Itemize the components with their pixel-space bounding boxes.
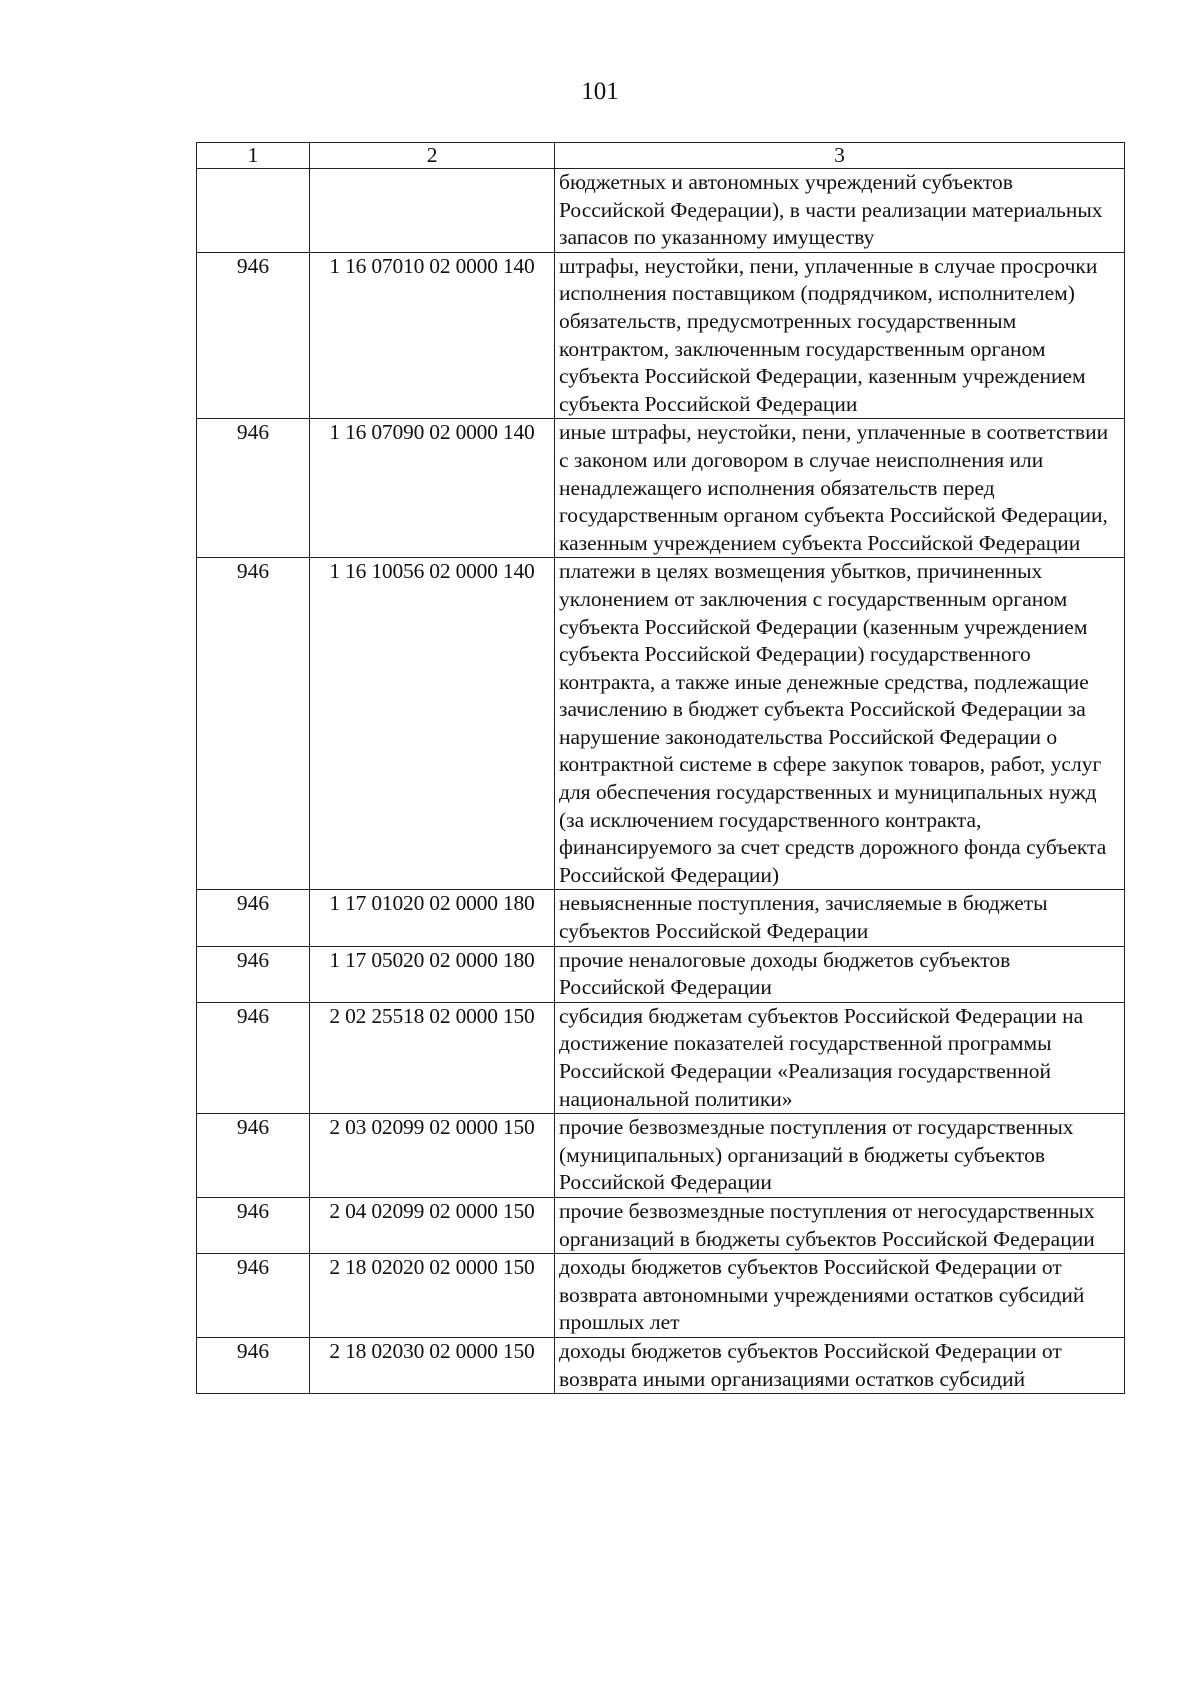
description-cell: доходы бюджетов субъектов Российской Федерации от возврата автономными учреждениями остатков субсидий прошлых лет (555, 1254, 1125, 1338)
admin-code-cell: 946 (197, 1254, 310, 1338)
header-col-3: 3 (555, 143, 1125, 169)
budget-code-cell: 1 16 10056 02 0000 140 (310, 558, 555, 890)
description-cell: платежи в целях возмещения убытков, причиненных уклонением от заключения с государственным органом субъекта Российской Федерации (казенным учреждением субъекта Российской Федерации) государственного контракта, а также иные денежные средства, подлежащие зачислению в бюджет субъекта Российской Федерации за нарушение законодательства Российской Федерации о контрактной системе в сфере закупок товаров, работ, услуг для обеспечения государственных и муниципальных нужд (за исключением государственного контракта, финансируемого за счет средств дорожного фонда субъекта Российской Федерации) (555, 558, 1125, 890)
description-cell: доходы бюджетов субъектов Российской Федерации от возврата иными организациями остатков субсидий (555, 1337, 1125, 1393)
budget-code-cell: 2 03 02099 02 0000 150 (310, 1114, 555, 1198)
revenue-codes-table (196, 142, 1125, 1394)
table-row (197, 558, 1125, 890)
table-row (197, 1114, 1125, 1198)
page-number: 101 (581, 78, 619, 105)
budget-code-cell: 2 18 02030 02 0000 150 (310, 1337, 555, 1393)
table-header-row (197, 143, 1125, 169)
table-row (197, 419, 1125, 558)
budget-code-cell: 2 18 02020 02 0000 150 (310, 1254, 555, 1338)
table-row (197, 1254, 1125, 1338)
description-cell: штрафы, неустойки, пени, уплаченные в случае просрочки исполнения поставщиком (подрядчиком, исполнителем) обязательств, предусмотренных государственным контрактом, заключенным государственным органом субъекта Российской Федерации, казенным учреждением субъекта Российской Федерации (555, 252, 1125, 419)
description-cell: прочие безвозмездные поступления от негосударственных организаций в бюджеты субъектов Российской Федерации (555, 1197, 1125, 1253)
budget-code-cell: 1 17 01020 02 0000 180 (310, 890, 555, 946)
description-cell: невыясненные поступления, зачисляемые в бюджеты субъектов Российской Федерации (555, 890, 1125, 946)
table-row (197, 946, 1125, 1002)
admin-code-cell: 946 (197, 252, 310, 419)
header-col-2: 2 (310, 143, 555, 169)
table-row (197, 1337, 1125, 1393)
admin-code-cell: 946 (197, 1002, 310, 1113)
budget-code-cell: 1 17 05020 02 0000 180 (310, 946, 555, 1002)
description-cell: бюджетных и автономных учреждений субъектов Российской Федерации), в части реализации материальных запасов по указанному имуществу (555, 169, 1125, 253)
budget-code-cell: 2 04 02099 02 0000 150 (310, 1197, 555, 1253)
admin-code-cell: 946 (197, 1197, 310, 1253)
budget-code-cell: 1 16 07090 02 0000 140 (310, 419, 555, 558)
admin-code-cell: 946 (197, 890, 310, 946)
description-cell: иные штрафы, неустойки, пени, уплаченные в соответствии с законом или договором в случае неисполнения или ненадлежащего исполнения обязательств перед государственным органом субъекта Российской Федерации, казенным учреждением субъекта Российской Федерации (555, 419, 1125, 558)
budget-code-cell: 2 02 25518 02 0000 150 (310, 1002, 555, 1113)
budget-code-cell (310, 169, 555, 253)
header-col-1: 1 (197, 143, 310, 169)
table-row (197, 890, 1125, 946)
table-row (197, 169, 1125, 253)
admin-code-cell: 946 (197, 946, 310, 1002)
admin-code-cell (197, 169, 310, 253)
admin-code-cell: 946 (197, 1337, 310, 1393)
admin-code-cell: 946 (197, 558, 310, 890)
table-row (197, 1002, 1125, 1113)
description-cell: субсидия бюджетам субъектов Российской Федерации на достижение показателей государственной программы Российской Федерации «Реализация государственной национальной политики» (555, 1002, 1125, 1113)
table-row (197, 252, 1125, 419)
budget-code-cell: 1 16 07010 02 0000 140 (310, 252, 555, 419)
table-row (197, 1197, 1125, 1253)
admin-code-cell: 946 (197, 1114, 310, 1198)
admin-code-cell: 946 (197, 419, 310, 558)
description-cell: прочие безвозмездные поступления от государственных (муниципальных) организаций в бюджеты субъектов Российской Федерации (555, 1114, 1125, 1198)
description-cell: прочие неналоговые доходы бюджетов субъектов Российской Федерации (555, 946, 1125, 1002)
